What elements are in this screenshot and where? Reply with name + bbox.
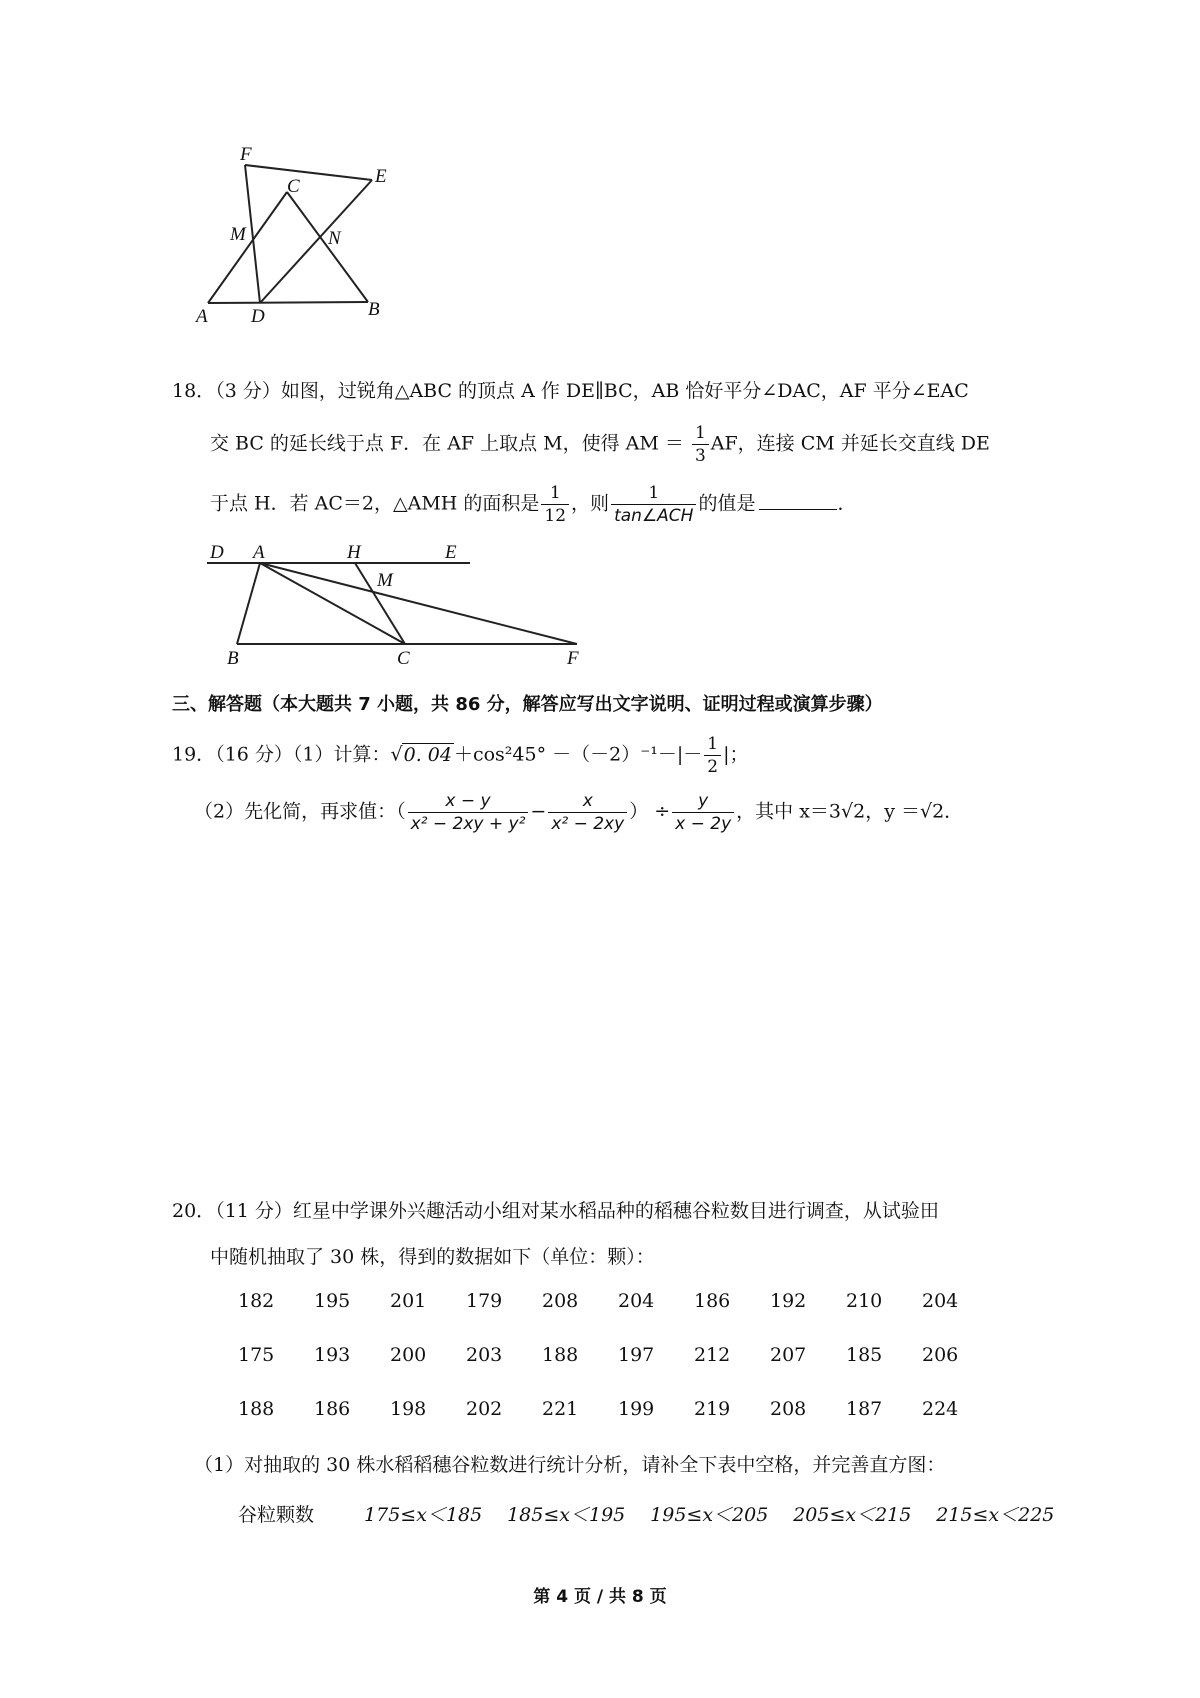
- q18-text-line2-pre: 交 BC 的延长线于点 F．在 AF 上取点 M，使得 AM ＝: [210, 432, 684, 455]
- fraction-expr-3: [672, 790, 734, 835]
- section-title: 三、解答题（本大题共 7 小题，共 86 分，解答应写出文字说明、证明过程或演算步骤）: [172, 694, 883, 715]
- fraction-denominator: x − 2y: [675, 814, 732, 834]
- fraction-numerator: 1: [692, 422, 709, 445]
- data-cell: 224: [922, 1398, 959, 1420]
- q19-part1-mid: ＋cos²45° －（－2）⁻¹－|－: [453, 743, 703, 766]
- fraction-numerator: x − y: [408, 790, 529, 813]
- fraction-numerator: 1: [541, 482, 569, 505]
- data-cell: 219: [694, 1398, 731, 1420]
- fraction-denominator: 3: [694, 446, 706, 466]
- q18-text-line3-end: ．: [837, 492, 857, 515]
- data-cell: 175: [238, 1344, 275, 1366]
- label-f: F: [240, 144, 252, 165]
- q18-text-line1: 如图，过锐角△ABC 的顶点 A 作 DE∥BC，AB 恰好平分∠DAC，AF 平分∠EAC: [280, 380, 969, 402]
- figure-triangle-fem: [196, 144, 440, 350]
- data-cell: 208: [542, 1290, 579, 1312]
- fraction-numerator: 1: [704, 733, 721, 756]
- data-cell: 197: [618, 1344, 655, 1366]
- q19-part1: 19．（16 分）（1）计算：√0. 04 ＋cos²45° －（－2）⁻¹－|－ $\frac{1}{2}$ |；: [172, 734, 749, 777]
- segment-ab: [208, 302, 368, 303]
- fraction-one-third: [692, 422, 709, 467]
- q20-line2: 中随机抽取了 30 株，得到的数据如下（单位：颗）：: [210, 1246, 655, 1268]
- fraction-denominator: x² − 2xy + y²: [410, 814, 526, 834]
- segment-fe: [245, 165, 372, 180]
- data-cell: 203: [466, 1344, 503, 1366]
- fraction-one-over-tan: [611, 482, 696, 527]
- label-b: B: [368, 299, 380, 320]
- fraction-denominator: x² − 2xy: [551, 814, 625, 834]
- data-row-3: [238, 1398, 998, 1420]
- table-header-cell: 谷粒颗数: [238, 1504, 315, 1526]
- data-cell: 179: [466, 1290, 503, 1312]
- data-cell: 195: [314, 1290, 351, 1312]
- label-a: A: [253, 542, 265, 563]
- q18-line2: [210, 422, 990, 467]
- fraction-numerator: 1: [611, 482, 696, 505]
- data-cell: 198: [390, 1398, 427, 1420]
- segment-af: [260, 563, 577, 644]
- data-cell: 192: [770, 1290, 807, 1312]
- label-d: D: [210, 542, 224, 563]
- label-e: E: [445, 542, 457, 563]
- data-cell: 200: [390, 1344, 427, 1366]
- q19-part2-minus: −: [530, 800, 547, 823]
- label-c: C: [397, 648, 410, 669]
- answer-blank[interactable]: [759, 489, 837, 510]
- data-cell: 188: [542, 1344, 579, 1366]
- q20-line1: [172, 1196, 939, 1223]
- q18-score: （3 分）: [215, 380, 281, 402]
- label-a: A: [196, 306, 208, 327]
- label-f: F: [567, 648, 579, 669]
- data-cell: 204: [618, 1290, 655, 1312]
- data-cell: 186: [314, 1398, 351, 1420]
- data-cell: 208: [770, 1398, 807, 1420]
- data-cell: 206: [922, 1344, 959, 1366]
- data-cell: 201: [390, 1290, 427, 1312]
- fraction-expr-1: [408, 790, 529, 835]
- q19-part1-end: |；: [723, 743, 749, 766]
- q18-text-line3-mid: ，则: [571, 492, 610, 515]
- data-cell: 210: [846, 1290, 883, 1312]
- label-d: D: [251, 306, 265, 327]
- data-cell: 204: [922, 1290, 959, 1312]
- q19-part1-pre: （1）计算：: [292, 743, 391, 766]
- fraction-expr-2: [548, 790, 627, 835]
- fraction-one-half: [704, 733, 721, 778]
- data-row-1: [238, 1290, 998, 1312]
- q19-part2-div: ） ÷: [629, 800, 671, 823]
- data-cell: 188: [238, 1398, 275, 1420]
- q18-text-line2-post: AF，连接 CM 并延长交直线 DE: [710, 432, 990, 455]
- data-cell: 187: [846, 1398, 883, 1420]
- q19-part2-pre: （2）先化简，再求值：（: [194, 800, 406, 823]
- data-cell: 186: [694, 1290, 731, 1312]
- q20-text-line1: 红星中学课外兴趣活动小组对某水稻品种的稻穗谷粒数目进行调查，从试验田: [292, 1200, 939, 1222]
- fraction-denominator: tan∠ACH: [614, 506, 694, 526]
- data-cell: 212: [694, 1344, 731, 1366]
- label-b: B: [227, 648, 239, 669]
- label-c: C: [287, 176, 300, 197]
- q18-text-line3-pre: 于点 H．若 AC＝2，△AMH 的面积是: [210, 492, 540, 515]
- label-e: E: [375, 166, 387, 187]
- frequency-table-header: [238, 1500, 1066, 1527]
- data-cell: 185: [846, 1344, 883, 1366]
- fraction-denominator: 12: [544, 506, 567, 526]
- fraction-numerator: x: [548, 790, 627, 813]
- data-row-2: [238, 1344, 998, 1366]
- table-header-cell: 175≤x＜185: [364, 1504, 483, 1526]
- fraction-one-twelfth: [541, 482, 569, 527]
- fraction-numerator: y: [672, 790, 734, 813]
- segment-ab: [237, 563, 260, 644]
- label-m: M: [377, 570, 393, 591]
- label-m: M: [230, 224, 246, 245]
- q20-number: 20．: [172, 1200, 216, 1222]
- data-cell: 221: [542, 1398, 579, 1420]
- data-cell: 182: [238, 1290, 275, 1312]
- table-header-cell: 185≤x＜195: [507, 1504, 626, 1526]
- q19-part2: [194, 790, 963, 835]
- table-header-cell: 195≤x＜205: [650, 1504, 769, 1526]
- q18-line1: [172, 376, 969, 403]
- fraction-denominator: 2: [707, 757, 719, 777]
- data-cell: 202: [466, 1398, 503, 1420]
- q20-part1: （1）对抽取的 30 株水稻稻穗谷粒数进行统计分析，请补全下表中空格，并完善直方图：: [194, 1454, 946, 1476]
- page-footer: 第 4 页 / 共 8 页: [533, 1587, 667, 1607]
- sqrt-radicand: 0. 04: [403, 743, 452, 766]
- label-n: N: [328, 228, 341, 249]
- data-cell: 207: [770, 1344, 807, 1366]
- data-cell: 199: [618, 1398, 655, 1420]
- q19-part2-post: ，其中 x＝3√2，y ＝√2．: [736, 800, 964, 823]
- data-cell: 193: [314, 1344, 351, 1366]
- label-h: H: [347, 542, 361, 563]
- figure-parallel-lines: [205, 538, 585, 668]
- q18-number: 18．: [172, 380, 216, 402]
- table-header-cell: 215≤x＜225: [936, 1504, 1055, 1526]
- q20-score: （11 分）: [215, 1200, 293, 1222]
- q19-number: 19．: [172, 743, 216, 766]
- table-header-cell: 205≤x＜215: [793, 1504, 912, 1526]
- q19-score: （16 分）: [215, 743, 293, 766]
- q18-line3: [210, 482, 856, 527]
- q18-text-line3-post: 的值是: [698, 492, 756, 515]
